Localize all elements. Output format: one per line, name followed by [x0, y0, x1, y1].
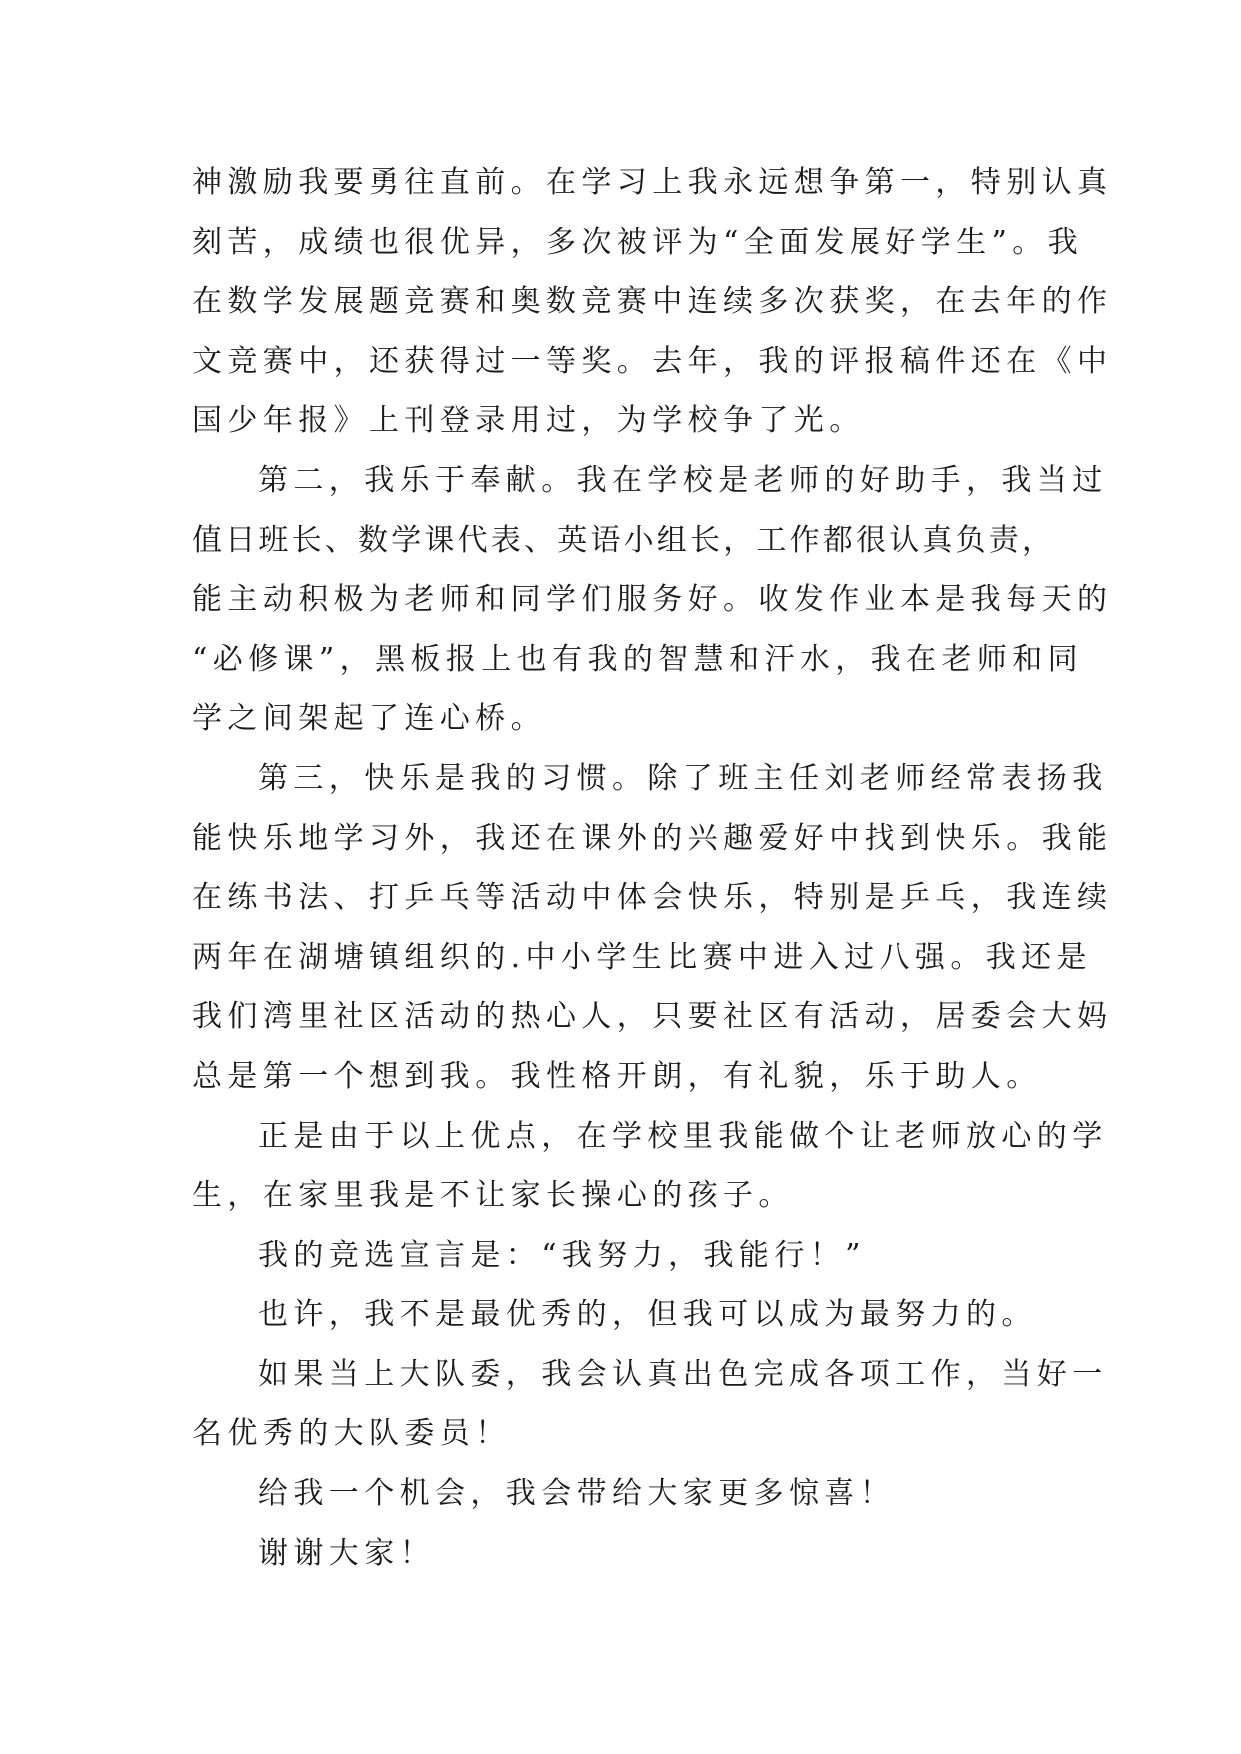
text-line: 文竞赛中，还获得过一等奖。去年，我的评报稿件还在《中 [192, 343, 1113, 379]
paragraph-start-line: 我的竞选宣言是：“我努力，我能行！” [258, 1237, 866, 1273]
text-line: 能快乐地学习外，我还在课外的兴趣爱好中找到快乐。我能 [192, 820, 1113, 856]
text-line: 能主动积极为老师和同学们服务好。收发作业本是我每天的 [192, 582, 1113, 618]
text-line: 神激励我要勇往直前。在学习上我永远想争第一，特别认真 [192, 165, 1113, 200]
text-line: 我们湾里社区活动的热心人，只要社区有活动，居委会大妈 [192, 999, 1113, 1035]
text-line: 学之间架起了连心桥。 [192, 701, 546, 737]
text-line: “必修课”，黑板报上也有我的智慧和汗水，我在老师和同 [192, 641, 1084, 677]
paragraph-start-line: 谢谢大家！ [258, 1535, 435, 1571]
text-line: 国少年报》上刊登录用过，为学校争了光。 [192, 403, 865, 439]
text-line: 在练书法、打乒乓等活动中体会快乐，特别是乒乓，我连续 [192, 880, 1113, 916]
paragraph-start-line: 给我一个机会，我会带给大家更多惊喜！ [258, 1476, 896, 1512]
paragraph-start-line: 第三，快乐是我的习惯。除了班主任刘老师经常表扬我 [258, 760, 1108, 796]
text-line: 名优秀的大队委员！ [192, 1416, 511, 1452]
text-line: 值日班长、数学课代表、英语小组长，工作都很认真负责， [192, 522, 1056, 558]
paragraph-start-line: 正是由于以上优点，在学校里我能做个让老师放心的学 [258, 1118, 1108, 1154]
body-text [192, 153, 1113, 1583]
paragraph-start-line: 第二，我乐于奉献。我在学校是老师的好助手，我当过 [258, 462, 1108, 498]
paragraph-start-line: 如果当上大队委，我会认真出色完成各项工作，当好一 [258, 1356, 1108, 1392]
text-line: 刻苦，成绩也很优异，多次被评为“全面发展好学生”。我 [192, 224, 1084, 260]
text-line: 两年在湖塘镇组织的.中小学生比赛中进入过八强。我还是 [192, 939, 1092, 975]
text-line: 生，在家里我是不让家长操心的孩子。 [192, 1178, 794, 1214]
text-line: 在数学发展题竞赛和奥数竞赛中连续多次获奖，在去年的作 [192, 284, 1113, 320]
paragraph-start-line: 也许，我不是最优秀的，但我可以成为最努力的。 [258, 1297, 1037, 1333]
text-line: 总是第一个想到我。我性格开朗，有礼貌，乐于助人。 [192, 1058, 1042, 1094]
